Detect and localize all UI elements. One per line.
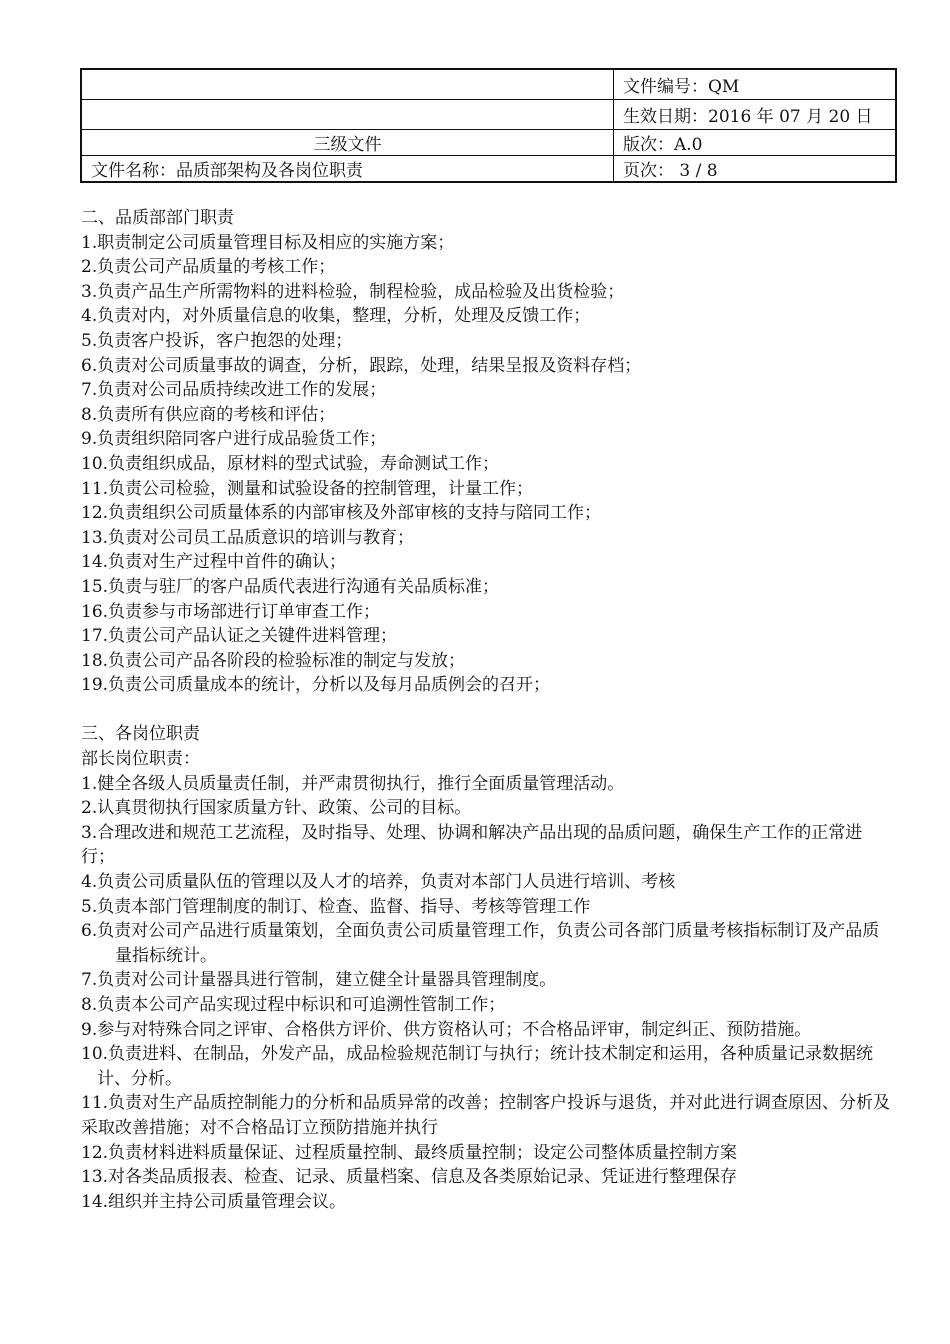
duty-item: 4.负责对内，对外质量信息的收集，整理，分析，处理及反馈工作； (81, 306, 591, 327)
version-cell: 版次：A.0 (614, 130, 897, 156)
duty-item: 8.负责所有供应商的考核和评估； (81, 404, 336, 425)
file-number-cell: 文件编号：QM (614, 69, 897, 100)
document-body (81, 206, 896, 1214)
duty-item: 5.负责本部门管理制度的制订、检查、监督、指导、考核等管理工作 (81, 896, 591, 917)
duty-item: 4.负责公司质量队伍的管理以及人才的培养，负责对本部门人员进行培训、考核 (81, 872, 676, 893)
subsection-heading: 部长岗位职责： (81, 749, 200, 770)
duty-item: 14.负责对生产过程中首件的确认； (81, 552, 347, 573)
duty-item: 9.参与对特殊合同之评审、合格供方评价、供方资格认可；不合格品评审，制定纠正、预防措施。 (81, 1019, 812, 1040)
duty-item: 6.负责对公司产品进行质量策划，全面负责公司质量管理工作，负责公司各部门质量考核指标制订及产品质量指标统计。 (81, 921, 880, 966)
header-blank-cell (81, 69, 614, 100)
duty-item: 6.负责对公司质量事故的调查，分析，跟踪，处理，结果呈报及资料存档； (81, 355, 642, 376)
duty-item: 14.组织并主持公司质量管理会议。 (81, 1191, 347, 1212)
section-heading: 三、各岗位职责 (81, 724, 200, 745)
duty-item: 19.负责公司质量成本的统计，分析以及每月品质例会的召开； (81, 675, 551, 696)
duty-item: 3.合理改进和规范工艺流程，及时指导、处理、协调和解决产品出现的品质问题，确保生产工作的正常进行； (81, 822, 863, 868)
duty-item: 12.负责组织公司质量体系的内部审核及外部审核的支持与陪同工作； (81, 503, 602, 524)
duty-item: 13.对各类品质报表、检查、记录、质量档案、信息及各类原始记录、凭证进行整理保存 (81, 1167, 738, 1188)
document-level-cell: 三级文件 (81, 130, 614, 156)
duty-item: 11.负责对生产品质控制能力的分析和品质异常的改善；控制客户投诉与退货，并对此进行调查原因、分析及采取改善措施；对不合格品订立预防措施并执行 (81, 1093, 891, 1138)
duty-item: 13.负责对公司员工品质意识的培训与教育； (81, 527, 415, 548)
duty-item: 15.负责与驻厂的客户品质代表进行沟通有关品质标准； (81, 576, 500, 597)
file-name-cell: 文件名称：品质部架构及各岗位职责 (81, 156, 614, 183)
duty-item: 8.负责本公司产品实现过程中标识和可追溯性管制工作； (81, 995, 506, 1015)
duty-item: 1.职责制定公司质量管理目标及相应的实施方案； (81, 232, 455, 253)
section-heading: 二、品质部部门职责 (81, 208, 234, 228)
duty-item: 18.负责公司产品各阶段的检验标准的制定与发放； (81, 650, 466, 671)
duty-item: 2.认真贯彻执行国家质量方针、政策、公司的目标。 (81, 798, 472, 819)
duty-item: 5.负责客户投诉，客户抱怨的处理； (81, 330, 353, 351)
duty-item: 16.负责参与市场部进行订单审查工作； (81, 601, 381, 622)
duty-item: 11.负责公司检验，测量和试验设备的控制管理，计量工作； (81, 478, 534, 499)
duty-item: 10.负责进料、在制品，外发产品，成品检验规范制订与执行；统计技术制定和运用，各种质量记录数据统计、分析。 (81, 1044, 874, 1089)
effective-date-cell: 生效日期：2016 年 07 月 20 日 (614, 100, 897, 130)
duty-item: 10.负责组织成品，原材料的型式试验，寿命测试工作； (81, 453, 500, 474)
duty-item: 3.负责产品生产所需物料的进料检验，制程检验，成品检验及出货检验； (81, 281, 625, 302)
duty-item: 17.负责公司产品认证之关键件进料管理； (81, 626, 398, 647)
duty-item: 2.负责公司产品质量的考核工作； (81, 257, 336, 278)
duty-item: 9.负责组织陪同客户进行成品验货工作； (81, 429, 387, 450)
header-blank-cell (81, 100, 614, 130)
page-number-cell: 页次： 3 / 8 (614, 156, 897, 183)
duty-item: 7.负责对公司品质持续改进工作的发展； (81, 380, 387, 401)
duty-item: 12.负责材料进料质量保证、过程质量控制、最终质量控制；设定公司整体质量控制方案 (81, 1142, 738, 1163)
document-header-table (80, 68, 897, 183)
section-spacer (81, 698, 896, 723)
duty-item: 1.健全各级人员质量责任制，并严肃贯彻执行，推行全面质量管理活动。 (81, 773, 625, 794)
duty-item: 7.负责对公司计量器具进行管制，建立健全计量器具管理制度。 (81, 970, 557, 991)
